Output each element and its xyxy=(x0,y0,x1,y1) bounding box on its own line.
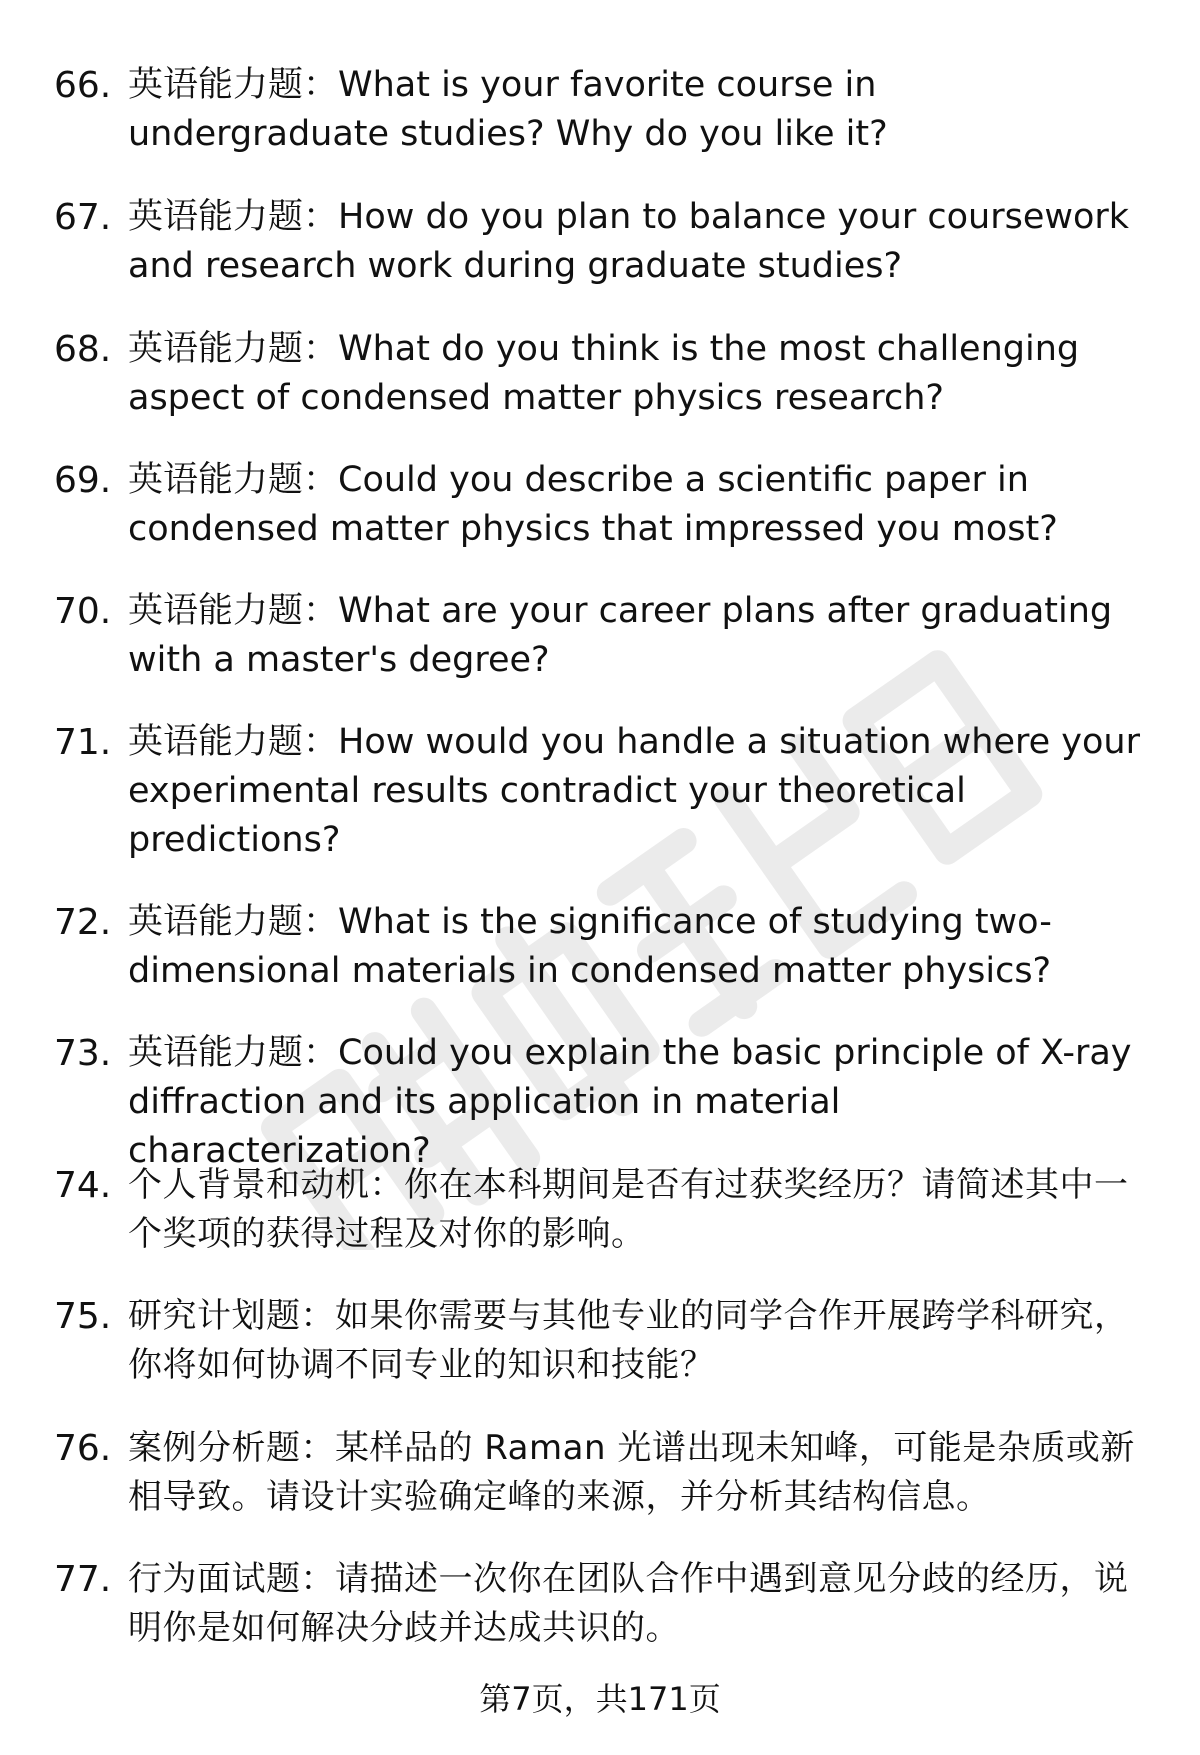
question-number: 71. xyxy=(54,722,112,763)
question-text: 英语能力题：What is the significance of studying two-dimensional materials in condensed matter physics? xyxy=(128,902,1052,991)
question-text: 行为面试题：请描述一次你在团队合作中遇到意见分歧的经历，说明你是如何解决分歧并达成共识的。 xyxy=(128,1559,1129,1648)
question-text: 英语能力题：What is your favorite course in undergraduate studies? Why do you like it? xyxy=(128,65,888,154)
question-text: 英语能力题：Could you explain the basic principle of X-ray diffraction and its application in material characterization? xyxy=(128,1033,1132,1171)
question-text: 英语能力题：What do you think is the most challenging aspect of condensed matter physics research? xyxy=(128,329,1080,418)
question-text: 英语能力题：What are your career plans after graduating with a master's degree? xyxy=(128,591,1113,680)
page-number-footer: 第7页，共171页 xyxy=(479,1680,721,1718)
question-number: 70. xyxy=(54,591,112,632)
question-text: 案例分析题：某样品的 Raman 光谱出现未知峰，可能是杂质或新相导致。请设计实验确定峰的来源，并分析其结构信息。 xyxy=(128,1428,1135,1517)
question-number: 68. xyxy=(54,329,112,370)
question-text: 个人背景和动机：你在本科期间是否有过获奖经历？请简述其中一个奖项的获得过程及对你的影响。 xyxy=(128,1165,1129,1254)
question-number: 74. xyxy=(54,1165,112,1206)
question-number: 75. xyxy=(54,1296,112,1337)
question-text: 英语能力题：Could you describe a scientific paper in condensed matter physics that impressed you most? xyxy=(128,460,1058,549)
question-number: 67. xyxy=(54,197,112,238)
question-text: 英语能力题：How do you plan to balance your coursework and research work during graduate studies? xyxy=(128,197,1130,286)
question-number: 66. xyxy=(54,65,112,106)
question-text: 英语能力题：How would you handle a situation where your experimental results contradict your theoretical predictions? xyxy=(128,722,1140,860)
question-number: 72. xyxy=(54,902,112,943)
question-text: 研究计划题：如果你需要与其他专业的同学合作开展跨学科研究，你将如何协调不同专业的知识和技能？ xyxy=(128,1296,1129,1385)
question-number: 77. xyxy=(54,1559,112,1600)
question-number: 69. xyxy=(54,460,112,501)
question-number: 76. xyxy=(54,1428,112,1469)
question-number: 73. xyxy=(54,1033,112,1074)
